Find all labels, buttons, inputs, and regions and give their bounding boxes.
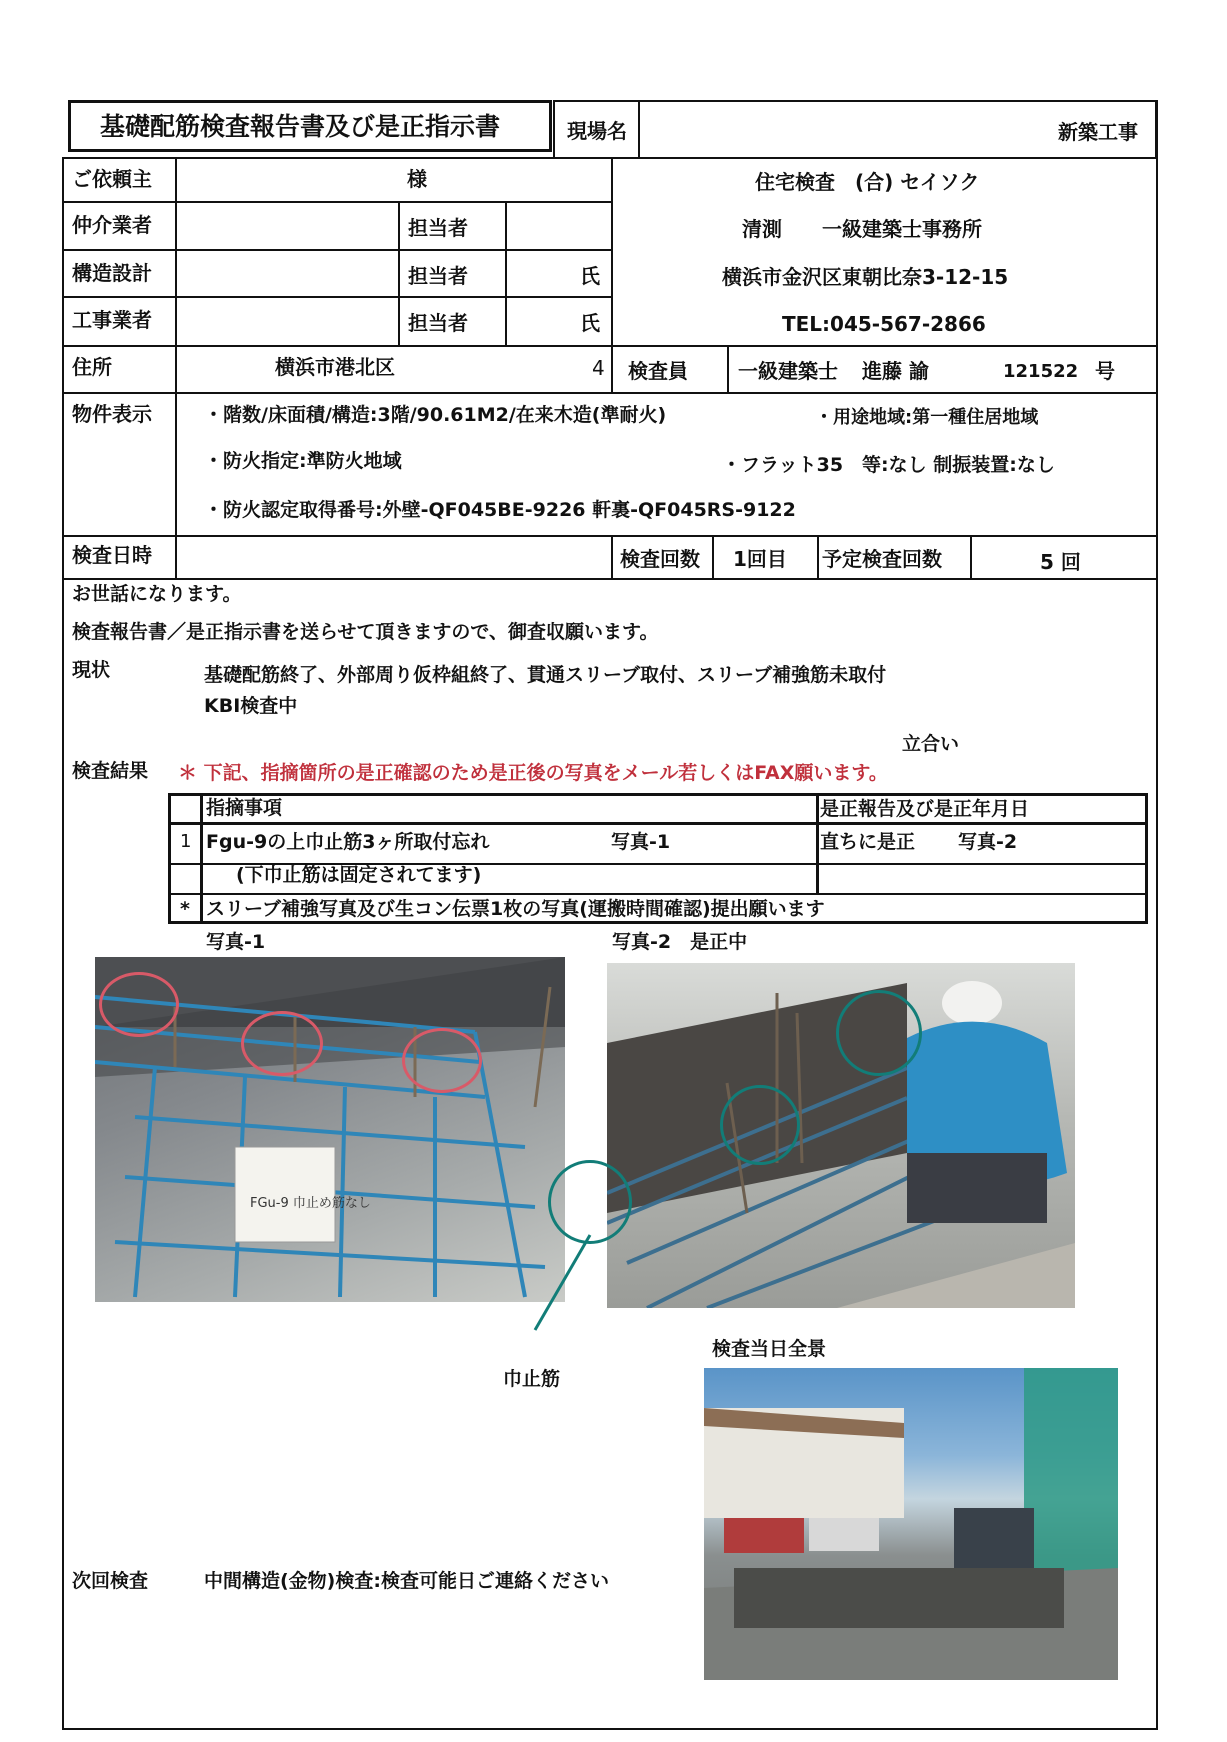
result-label: 検査結果 bbox=[72, 760, 149, 782]
finding-no-3: * bbox=[180, 898, 190, 920]
fix-circle-2 bbox=[720, 1085, 800, 1165]
address-label: 住所 bbox=[72, 355, 112, 379]
finding-issue-1: Fgu-9の上巾止筋3ヶ所取付忘れ bbox=[206, 831, 490, 853]
address-trailing: 4 bbox=[592, 356, 605, 380]
property-line2b: ・フラット35 等:なし 制振装置:なし bbox=[722, 454, 1055, 476]
finding-issue-2: (下巾止筋は固定されてます) bbox=[236, 864, 482, 886]
property-line1a: ・階数/床面積/構造:3階/90.61M2/在来木造(準耐火) bbox=[204, 404, 667, 426]
status-line2: KBI検査中 bbox=[204, 695, 298, 717]
company-line3: 横浜市金沢区東朝比奈3-12-15 bbox=[722, 265, 1009, 289]
structure-person-label: 担当者 bbox=[408, 264, 468, 288]
inspector-qualification: 一級建築士 bbox=[738, 359, 838, 383]
inspector-label: 検査員 bbox=[628, 359, 688, 383]
site-label: 現場名 bbox=[567, 119, 627, 143]
tie-bar-pointer bbox=[520, 1230, 610, 1340]
count-label: 検査回数 bbox=[620, 547, 700, 571]
overview-caption: 検査当日全景 bbox=[712, 1338, 827, 1360]
structure-suffix: 氏 bbox=[580, 264, 600, 288]
finding-no-1: 1 bbox=[180, 831, 192, 852]
next-value: 中間構造(金物)検査:検査可能日ご連絡ください bbox=[204, 1570, 609, 1592]
site-overview-graphic bbox=[704, 1368, 1118, 1680]
defect-circle-3 bbox=[402, 1028, 482, 1093]
finding-fix-photo-1: 写真-2 bbox=[958, 831, 1018, 853]
attendance: 立合い bbox=[902, 733, 960, 755]
client-label: ご依頼主 bbox=[72, 167, 152, 191]
property-line2a: ・防火指定:準防火地域 bbox=[204, 450, 402, 472]
inspector-number: 121522 bbox=[1003, 361, 1079, 382]
property-label: 物件表示 bbox=[72, 402, 152, 426]
defect-circle-2 bbox=[241, 1011, 323, 1076]
inspector-name: 進藤 諭 bbox=[862, 359, 929, 383]
planned-value: 5 回 bbox=[1040, 550, 1081, 574]
finding-issue-3: スリーブ補強写真及び生コン伝票1枚の写真(運搬時間確認)提出願います bbox=[206, 898, 825, 920]
site-value: 新築工事 bbox=[1058, 120, 1138, 144]
inspector-number-suffix: 号 bbox=[1095, 359, 1115, 383]
frame-bottom bbox=[62, 1728, 1158, 1730]
contractor-person-label: 担当者 bbox=[408, 311, 468, 335]
broker-person-label: 担当者 bbox=[408, 216, 468, 240]
company-line1: 住宅検査 (合) セイソク bbox=[755, 170, 980, 194]
broker-label: 仲介業者 bbox=[72, 213, 152, 237]
date-label: 検査日時 bbox=[72, 543, 152, 567]
col-issue-header: 指摘事項 bbox=[206, 797, 283, 819]
property-line3: ・防火認定取得番号:外壁-QF045BE-9226 軒裏-QF045RS-9122 bbox=[204, 499, 796, 521]
result-note: ＊ 下記、指摘箇所の是正確認のため是正後の写真をメール若しくはFAX願います。 bbox=[178, 762, 888, 784]
company-line2: 清測 一級建築士事務所 bbox=[742, 217, 982, 241]
company-line4: TEL:045-567-2866 bbox=[782, 312, 986, 336]
finding-fix-1: 直ちに是正 bbox=[820, 831, 916, 853]
tie-bar-label: 巾止筋 bbox=[503, 1368, 561, 1390]
photo-3-overview bbox=[704, 1368, 1118, 1680]
address-value: 横浜市港北区 bbox=[275, 355, 395, 379]
photo1-sign-text: FGu-9 巾止め筋なし bbox=[250, 1196, 371, 1211]
col-fix-header: 是正報告及び是正年月日 bbox=[820, 798, 1030, 820]
finding-photo-ref-1: 写真-1 bbox=[611, 831, 671, 853]
fix-circle-1 bbox=[836, 990, 922, 1076]
greeting: お世話になります。 bbox=[72, 583, 242, 605]
client-suffix: 様 bbox=[407, 167, 427, 191]
status-line1: 基礎配筋終了、外部周り仮枠組終了、貫通スリーブ取付、スリーブ補強筋未取付 bbox=[204, 664, 887, 686]
status-label: 現状 bbox=[72, 659, 111, 681]
report-title: 基礎配筋検査報告書及び是正指示書 bbox=[100, 112, 501, 141]
photo1-caption: 写真-1 bbox=[206, 931, 266, 953]
photo2-caption: 写真-2 是正中 bbox=[612, 931, 748, 953]
defect-circle-1 bbox=[99, 972, 179, 1037]
count-value: 1回目 bbox=[733, 547, 787, 571]
planned-label: 予定検査回数 bbox=[822, 547, 942, 571]
property-line1b: ・用途地域:第一種住居地域 bbox=[815, 407, 1039, 428]
contractor-suffix: 氏 bbox=[580, 311, 600, 335]
structure-label: 構造設計 bbox=[72, 261, 152, 285]
contractor-label: 工事業者 bbox=[72, 308, 152, 332]
intro: 検査報告書／是正指示書を送らせて頂きますので、御査収願います。 bbox=[72, 621, 659, 643]
next-label: 次回検査 bbox=[72, 1570, 149, 1592]
